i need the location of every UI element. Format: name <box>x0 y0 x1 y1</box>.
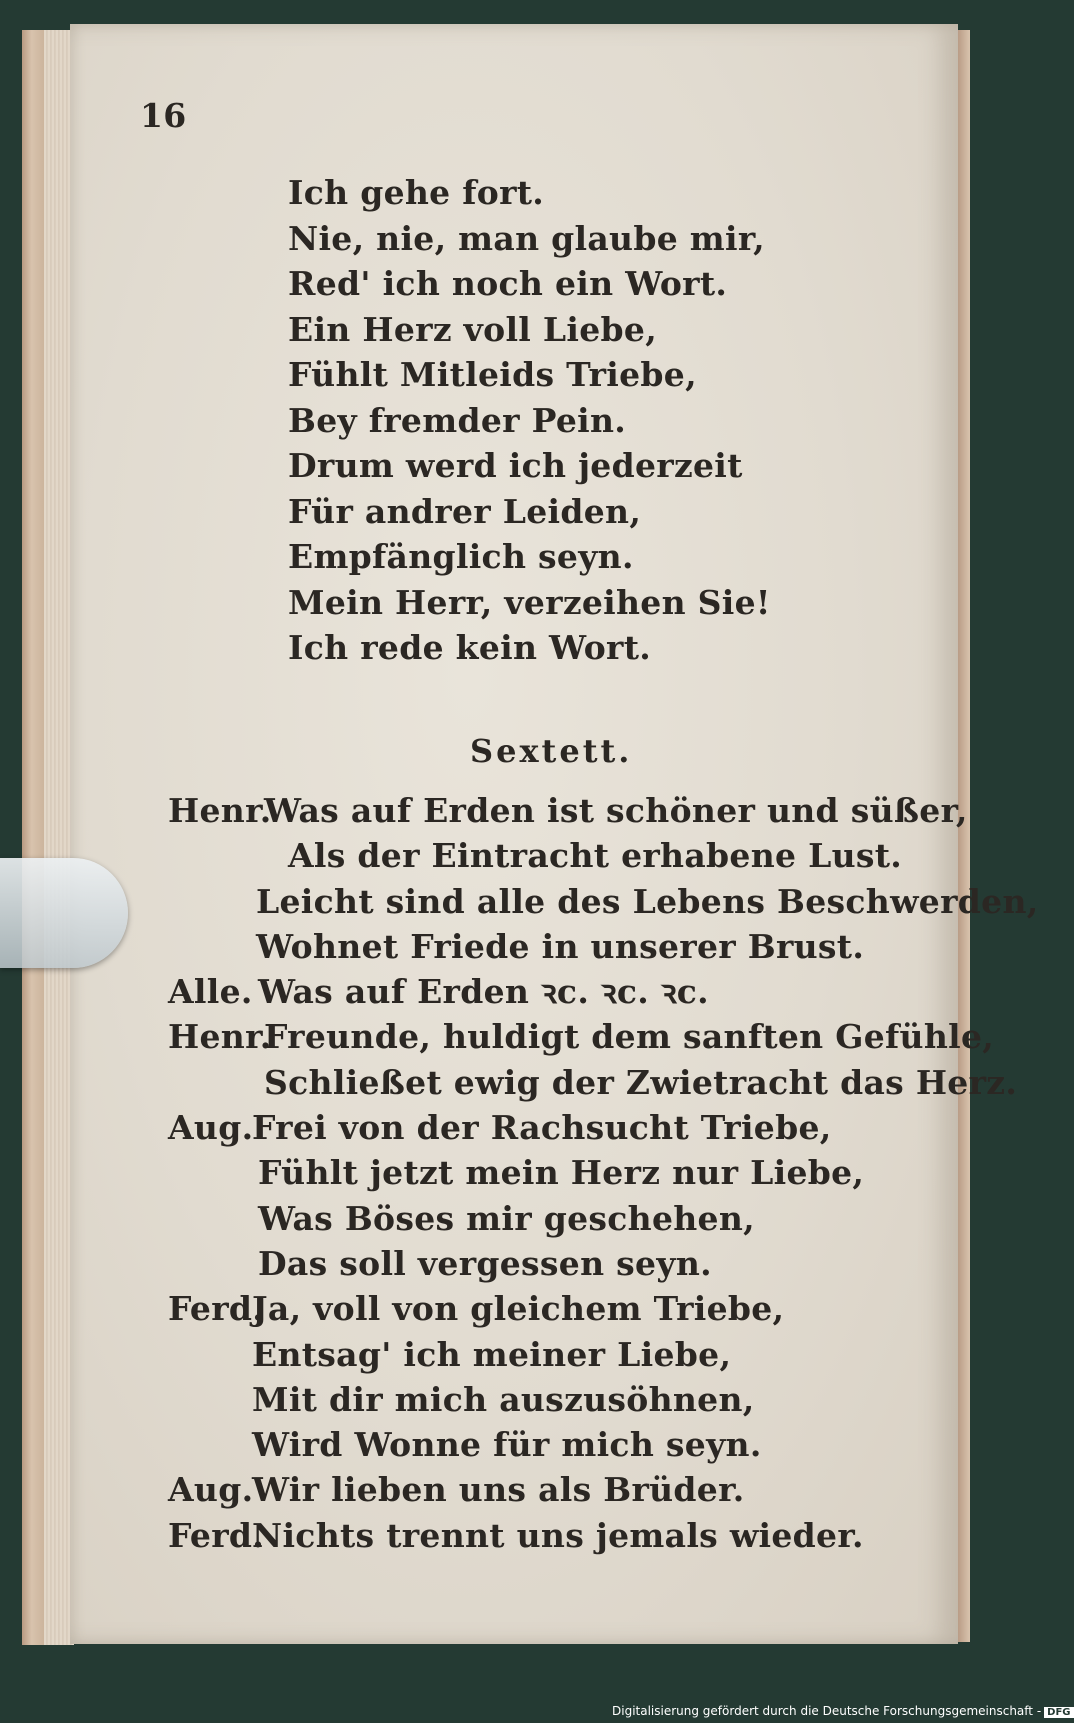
dialogue-text: Das soll vergessen seyn. <box>258 1243 712 1283</box>
dialogue-text: Mit dir mich auszusöhnen, <box>252 1379 755 1419</box>
digitization-credit <box>612 1704 1074 1718</box>
dialogue-text: Als der Eintracht erhabene Lust. <box>288 836 903 876</box>
poem-block <box>288 170 771 671</box>
speaker-label: Ferd. <box>168 1289 265 1329</box>
dialogue-text: Frei von der Rachsucht Triebe, <box>252 1108 832 1148</box>
speaker-label: Henr. <box>168 791 272 830</box>
poem-line: Ein Herz voll Liebe, <box>288 309 657 349</box>
dialogue-text: Was auf Erden ist schöner und süßer, <box>264 791 968 830</box>
section-heading: Sextett. <box>470 732 633 770</box>
dialogue-text: Ja, voll von gleichem Triebe, <box>252 1289 785 1329</box>
dialogue-text: Wird Wonne für mich seyn. <box>252 1425 762 1465</box>
speaker-label: Ferd. <box>168 1515 265 1555</box>
poem-line: Für andrer Leiden, <box>288 491 642 531</box>
poem-line: Ich gehe fort. <box>288 173 545 212</box>
poem-line: Fühlt Mitleids Triebe, <box>288 355 697 394</box>
dialogue-text: Wohnet Friede in unserer Brust. <box>256 926 865 966</box>
book-cover-edge <box>22 30 46 1645</box>
dialogue-text: Freunde, huldigt dem sanften Gefühle, <box>264 1017 995 1057</box>
poem-line: Empfänglich seyn. <box>288 537 634 576</box>
poem-line: Nie, nie, man glaube mir, <box>288 218 765 258</box>
dialogue-text: Wir lieben uns als Brüder. <box>252 1470 745 1510</box>
page-number: 16 <box>140 96 187 135</box>
page-clip-marker <box>0 858 128 968</box>
poem-line: Mein Herr, verzeihen Sie! <box>288 582 771 622</box>
dialogue-text: Was auf Erden ꝛc. ꝛc. ꝛc. <box>258 972 709 1012</box>
dialogue-text: Schließet ewig der Zwietracht das Herz. <box>264 1062 1018 1102</box>
speaker-label: Henr. <box>168 1017 272 1057</box>
dialogue-text: Was Böses mir geschehen, <box>258 1198 755 1238</box>
poem-line: Drum werd ich jederzeit <box>288 446 743 485</box>
dialogue-text: Leicht sind alle des Lebens Beschwerden, <box>256 881 1039 921</box>
credit-text: Digitalisierung gefördert durch die Deutsche Forschungsgemeinschaft - <box>612 1704 1042 1718</box>
speaker-label: Aug. <box>168 1470 254 1510</box>
dialogue-text: Nichts trennt uns jemals wieder. <box>252 1515 864 1555</box>
book-gutter <box>958 30 970 1642</box>
dfg-logo: DFG <box>1044 1707 1073 1718</box>
poem-line: Ich rede kein Wort. <box>288 628 652 667</box>
poem-line: Red' ich noch ein Wort. <box>288 264 728 303</box>
dialogue-text: Fühlt jetzt mein Herz nur Liebe, <box>258 1153 865 1193</box>
poem-line: Bey fremder Pein. <box>288 400 627 440</box>
speaker-label: Aug. <box>168 1108 254 1148</box>
dialogue-text: Entsag' ich meiner Liebe, <box>252 1334 732 1374</box>
speaker-label: Alle. <box>168 972 253 1012</box>
